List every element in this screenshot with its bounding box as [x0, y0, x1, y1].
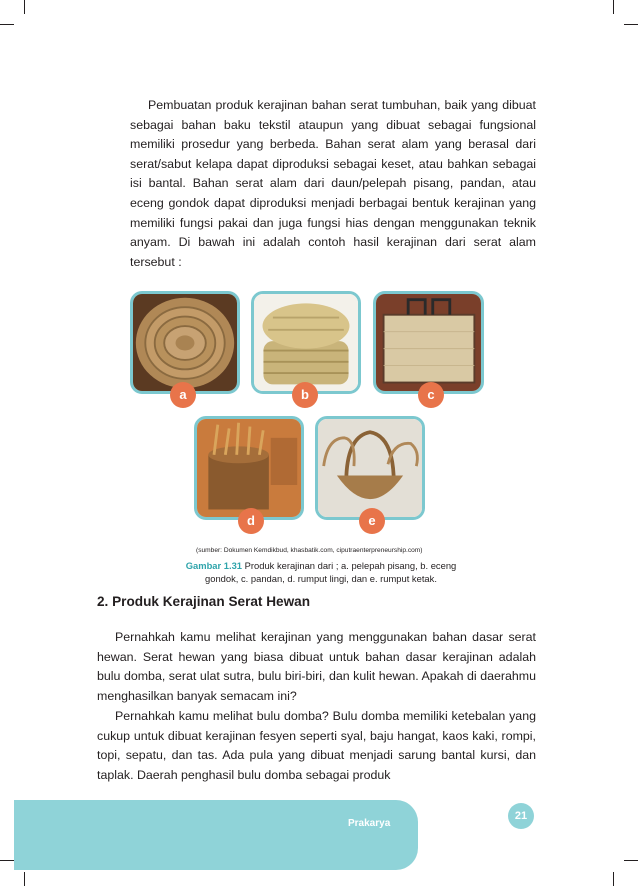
label-a: a — [170, 382, 196, 408]
photo-b-water-hyacinth-basket — [251, 291, 361, 394]
caption-label: Gambar 1.31 — [185, 560, 243, 571]
photo-e-ketak-grass-bag — [315, 416, 425, 520]
crop-mark — [24, 0, 25, 14]
section-heading: 2. Produk Kerajinan Serat Hewan — [97, 594, 311, 609]
page-number: 21 — [508, 803, 534, 829]
caption-text: Produk kerajinan dari ; a. pelepah pisang, b. eceng gondok, c. pandan, d. rumput lingi, dan e. rumput ketak. — [205, 560, 457, 584]
crop-mark — [0, 24, 14, 25]
crop-mark — [624, 24, 638, 25]
footer-band — [14, 800, 418, 870]
label-c: c — [418, 382, 444, 408]
crop-mark — [624, 860, 638, 861]
photo-d-lingi-grass-basket — [194, 416, 304, 520]
crop-mark — [613, 0, 614, 14]
crop-mark — [24, 872, 25, 886]
crop-mark — [613, 872, 614, 886]
label-b: b — [292, 382, 318, 408]
label-d: d — [238, 508, 264, 534]
intro-paragraph: Pembuatan produk kerajinan bahan serat tumbuhan, baik yang dibuat sebagai bahan baku tekstil ataupun yang dibuat sebagai fungsional memiliki prosedur yang berbeda. Bahan serat alam yang berasal dari serat/sabut kelapa dapat diproduksi sebagai keset, atau bahkan sebagai isi bantal. Bahan serat alam dari daun/pelepah pisang, pandan, atau eceng gondok dapat diproduksi menjadi berbagai bentuk kerajinan yang memiliki fungsi pakai dan juga fungsi hias dengan menggunakan teknik anyam. Di bawah ini adalah contoh hasil kerajinan dari serat alam tersebut : — [130, 98, 536, 269]
photo-a-banana-fiber-tray — [130, 291, 240, 394]
paragraph-3: Pernahkah kamu melihat bulu domba? Bulu domba memiliki ketebalan yang cukup untuk dibuat kerajinan fesyen seperti syal, baju hangat, kaos kaki, rompi, topi, sepatu, dan tas. Ada pula yang dibuat menjadi sarung bantal kursi, dan taplak. Daerah penghasil bulu domba sebagai produk — [97, 709, 536, 782]
figure-caption — [176, 559, 466, 585]
footer-subject: Prakarya — [348, 818, 391, 829]
photo-c-pandan-bag — [373, 291, 484, 394]
crop-mark — [0, 860, 14, 861]
label-e: e — [359, 508, 385, 534]
paragraph-2: Pernahkah kamu melihat kerajinan yang menggunakan bahan dasar serat hewan. Serat hewan yang biasa dibuat untuk bahan dasar kerajinan adalah bulu domba, serat ulat sutra, bulu biri-biri, dan kulit hewan. Apakah di daerahmu menghasilkan banyak semacam ini? — [97, 630, 536, 703]
figure-source: (sumber: Dokumen Kemdikbud, khasbatik.com, ciputraenterpreneurship.com) — [196, 547, 423, 554]
